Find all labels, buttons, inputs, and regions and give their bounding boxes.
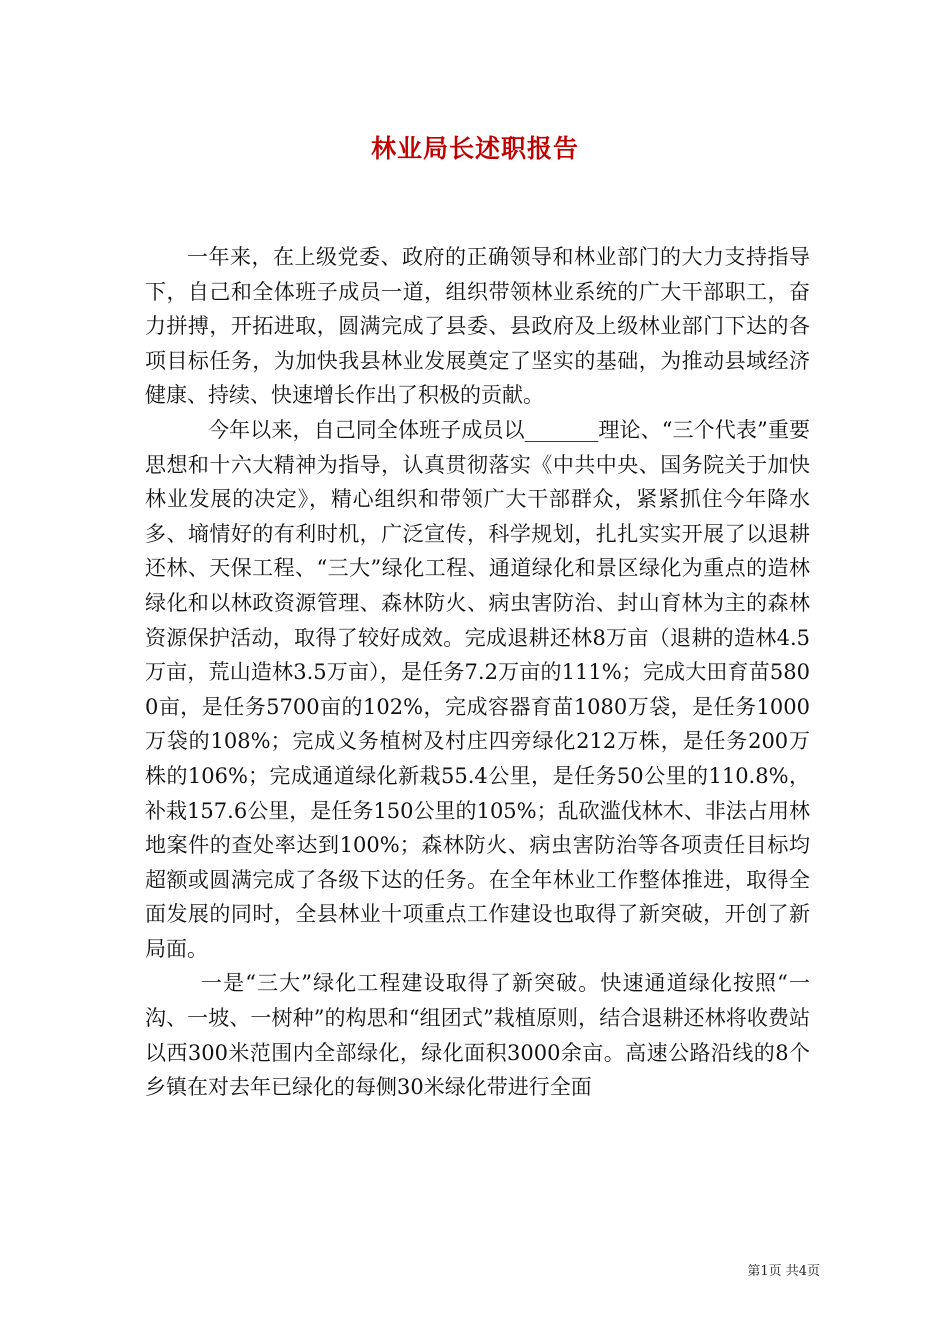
document-body: [145, 240, 810, 1105]
paragraph-greening: 一是“三大”绿化工程建设取得了新突破。快速通道绿化按照“一沟、一坡、一树种”的构思和“组团式”栽植原则，结合退耕还林将收费站以西300米范围内全部绿化，绿化面积3000余亩。高速公路沿线的8个乡镇在对去年已绿化的每侧30米绿化带进行全面: [145, 971, 810, 1100]
paragraph-intro: 一年来，在上级党委、政府的正确领导和林业部门的大力支持指导下，自己和全体班子成员一道，组织带领林业系统的广大干部职工，奋力拼搏，开拓进取，圆满完成了县委、县政府及上级林业部门下达的各项目标任务，为加快我县林业发展奠定了坚实的基础，为推动县域经济健康、持续、快速增长作出了积极的贡献。: [145, 245, 810, 408]
paragraph-achievements: 今年以来，自己同全体班子成员以_______理论、“三个代表”重要思想和十六大精神为指导，认真贯彻落实《中共中央、国务院关于加快林业发展的决定》，精心组织和带领广大干部群众，紧紧抓住今年降水多、墒情好的有利时机，广泛宣传，科学规划，扎扎实实开展了以退耕还林、天保工程、“三大”绿化工程、通道绿化和景区绿化为重点的造林绿化和以林政资源管理、森林防火、病虫害防治、封山育林为主的森林资源保护活动，取得了较好成效。完成退耕还林8万亩（退耕的造林4.5万亩，荒山造林3.5万亩），是任务7.2万亩的111%；完成大田育苗5800亩，是任务5700亩的102%，完成容器育苗1080万袋，是任务1000万袋的108%；完成义务植树及村庄四旁绿化212万株，是任务200万株的106%；完成通道绿化新栽55.4公里，是任务50公里的110.8%，补栽157.6公里，是任务150公里的105%；乱砍滥伐林木、非法占用林地案件的查处率达到100%；森林防火、病虫害防治等各项责任目标均超额或圆满完成了各级下达的任务。在全年林业工作整体推进，取得全面发展的同时，全县林业十项重点工作建设也取得了新突破，开创了新局面。: [145, 417, 810, 961]
page-number: 第1页 共4页: [747, 1264, 820, 1279]
document-title: 林业局长述职报告: [370, 134, 579, 163]
